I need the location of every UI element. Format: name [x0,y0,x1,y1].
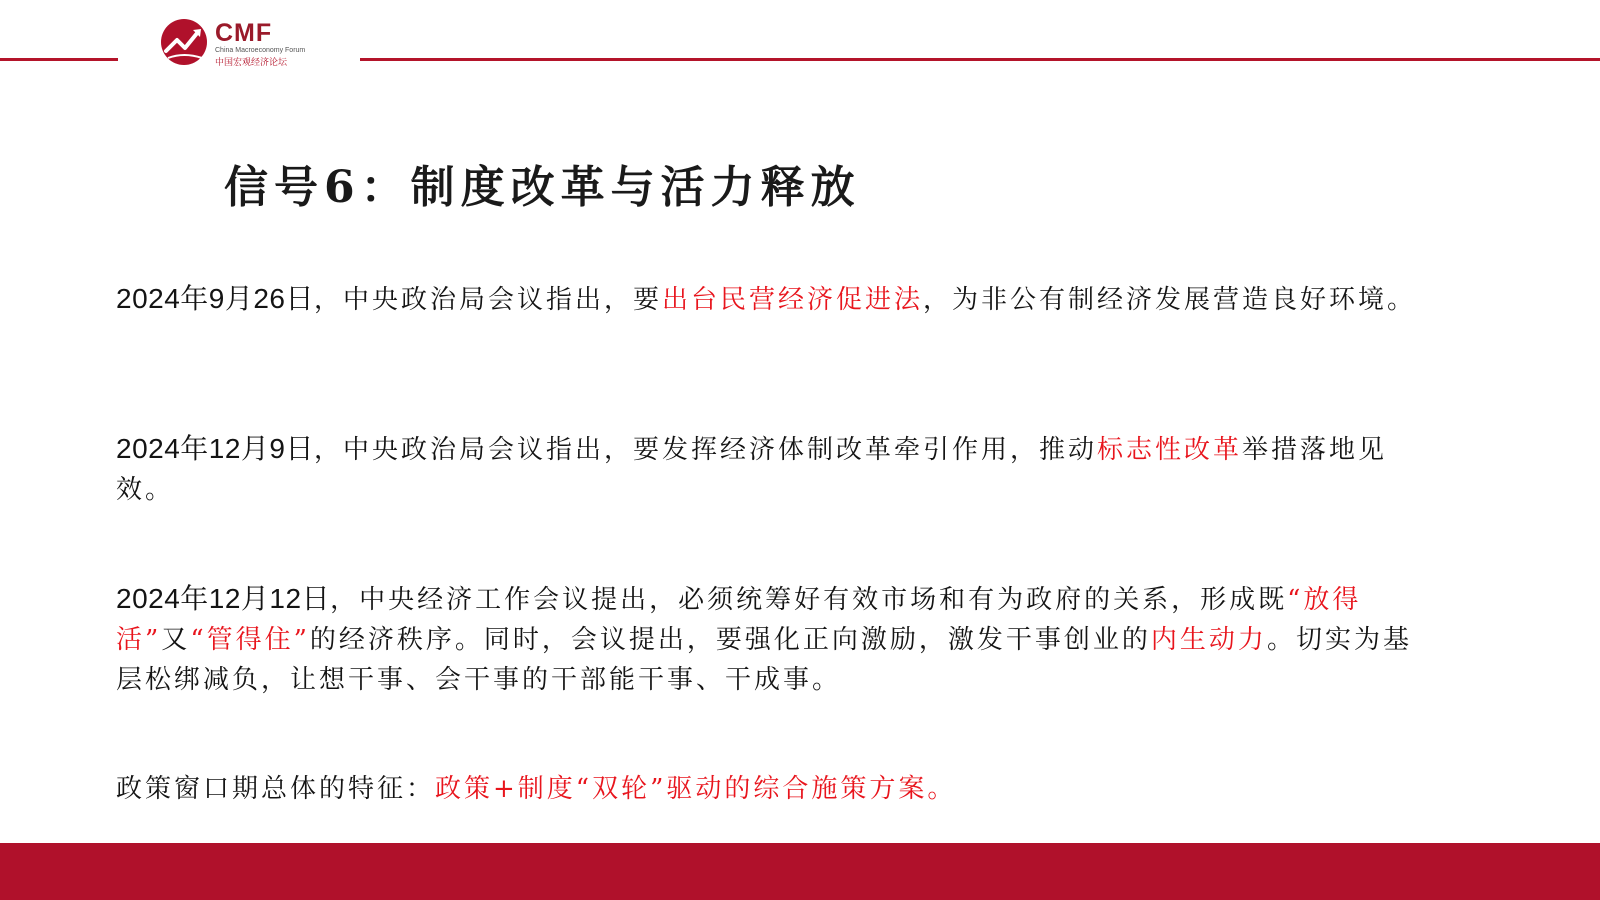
paragraph-text: ，中央政治局会议指出，要 [314,285,663,315]
paragraph-2 [116,429,1428,510]
logo-wordmark: CMF [215,19,273,47]
paragraph-3 [116,579,1428,700]
paragraph-text: 的经济秩序。同时，会议提出，要强化正向激励，激发干事创业的 [309,625,1151,655]
paragraph-text: 。切实为基层松绑减负，让想干事、会干事的干部能干事、干成事。 [116,625,1412,695]
paragraph-text: 又 [161,625,191,655]
header-rule-left [0,58,118,61]
cmf-logo [160,18,318,68]
highlight-text: 出台民营经济促进法 [662,285,924,315]
summary-highlight: 政策+制度“双轮”驱动的综合施策方案。 [435,774,957,804]
slide-title: 信号6：制度改革与活力释放 [224,162,861,213]
paragraph-1 [116,279,1428,320]
paragraph-text: ，为非公有制经济发展营造良好环境。 [923,285,1417,315]
header-rule-right [360,58,1600,61]
logo-subtitle: China Macroeconomy Forum [215,47,306,54]
paragraph-date: 2024年9月26日 [116,283,315,314]
highlight-text: “放得活” [116,585,1362,655]
summary-label: 政策窗口期总体的特征： [116,774,436,804]
highlight-text: 标志性改革 [1097,435,1243,465]
paragraph-text: ，中央政治局会议指出，要发挥经济体制改革牵引作用，推动 [314,435,1098,465]
highlight-text: “管得住” [190,625,310,655]
logo-chinese-name: 中国宏观经济论坛 [215,58,288,68]
highlight-text: 内生动力 [1150,625,1267,655]
cmf-logo-icon [160,18,208,66]
paragraph-text: ，中央经济工作会议提出，必须统筹好有效市场和有为政府的关系，形成既 [330,585,1288,615]
summary-line [116,769,1428,809]
paragraph-text: 举措落地见效。 [116,435,1388,505]
paragraph-date: 2024年12月12日 [116,583,331,614]
paragraph-date: 2024年12月9日 [116,433,315,464]
footer-bar [0,843,1600,900]
